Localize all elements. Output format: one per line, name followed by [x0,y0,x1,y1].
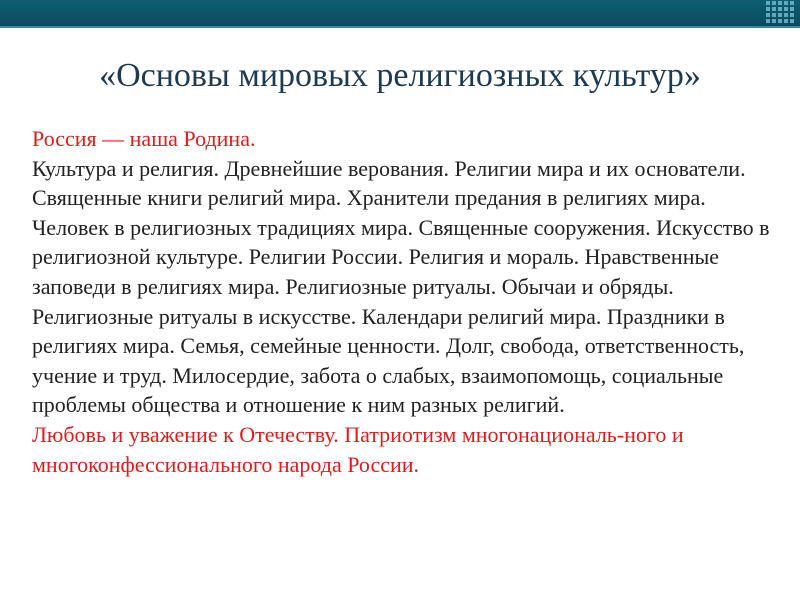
header-divider [0,26,800,28]
conclusion-paragraph: Любовь и уважение к Отечеству. Патриотизм многонациональ-ного и многоконфессионального народа России. [32,421,684,477]
topics-paragraph: Культура и религия. Древнейшие верования. Религии мира и их основатели. Священные книги религий мира. Хранители предания в религиях мира. Человек в религиозных традициях мира. Священные сооружения. Искусство в религиозной культуре. Религии России. Религия и мораль. Нравственные заповеди в религиях мира. Религиозные ритуалы. Обычаи и обряды. Религиозные ритуалы в искусстве. Календари религий мира. Праздники в религиях мира. Семья, семейные ценности. Долг, свобода, ответственность, учение и труд. Милосердие, забота о слабых, взаимопомощь, социальные проблемы общества и отношение к ним разных религий. [32,155,770,418]
header-band [0,0,800,26]
slide-title: «Основы мировых религиозных культур» [99,57,701,94]
slide-body [32,124,772,479]
corner-decoration-icon [764,0,800,24]
intro-line: Россия — наша Родина. [32,126,256,151]
